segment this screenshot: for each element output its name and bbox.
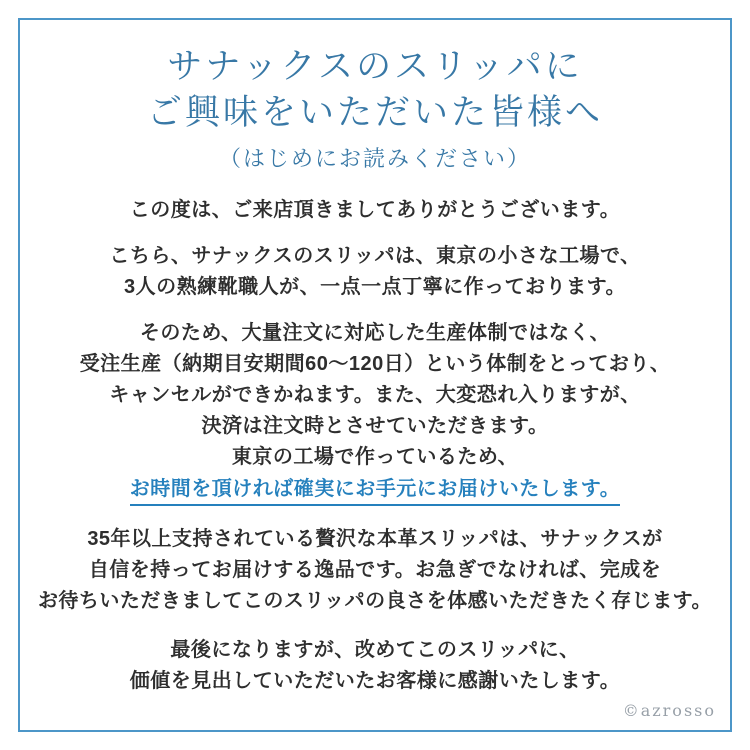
- page-title: [20, 44, 730, 136]
- text-line: 決済は注文時とさせていただきます。: [201, 415, 549, 437]
- text-line: 自信を持ってお届けする逸品です。お急ぎでなければ、完成を: [88, 559, 662, 581]
- title-line-2: ご興味をいただいた皆様へ: [146, 93, 603, 133]
- paragraph-production-policy: [20, 318, 730, 506]
- emphasis-underlined-text: お時間を頂ければ確実にお手元にお届けいたします。: [130, 476, 620, 506]
- page-border-frame: [18, 18, 732, 732]
- paragraph-greeting: [20, 195, 730, 226]
- text-line: 35年以上支持されている贅沢な本革スリッパは、サナックスが: [87, 528, 663, 550]
- paragraph-product-pride: [20, 524, 730, 617]
- text-line: 東京の工場で作っているため、: [231, 446, 519, 468]
- text-line: お待ちいただきましてこのスリッパの良さを体感いただきたく存じます。: [37, 590, 713, 612]
- text-line: こちら、サナックスのスリッパは、東京の小さな工場で、: [109, 245, 641, 267]
- text-line: 価値を見出していただいたお客様に感謝いたします。: [129, 670, 621, 692]
- delivery-promise-emphasis: [20, 473, 730, 506]
- text-line: 3人の熟練靴職人が、一点一点丁寧に作っております。: [123, 276, 627, 298]
- text-line: 受注生産（納期目安期間60～120日）という体制をとっており、: [79, 353, 671, 375]
- paragraph-thanks: [20, 635, 730, 697]
- text-line: キャンセルができかねます。また、大変恐れ入りますが、: [109, 384, 641, 406]
- copyright-credit: ©azrosso: [622, 701, 716, 720]
- page-subtitle: （はじめにお読みください）: [218, 147, 531, 172]
- text-line: 最後になりますが、改めてこのスリッパに、: [170, 639, 580, 661]
- title-line-1: サナックスのスリッパに: [167, 47, 583, 87]
- text-line: そのため、大量注文に対応した生産体制ではなく、: [139, 322, 611, 344]
- paragraph-craftsmanship: [20, 241, 730, 303]
- text-line: この度は、ご来店頂きましてありがとうございます。: [129, 199, 621, 221]
